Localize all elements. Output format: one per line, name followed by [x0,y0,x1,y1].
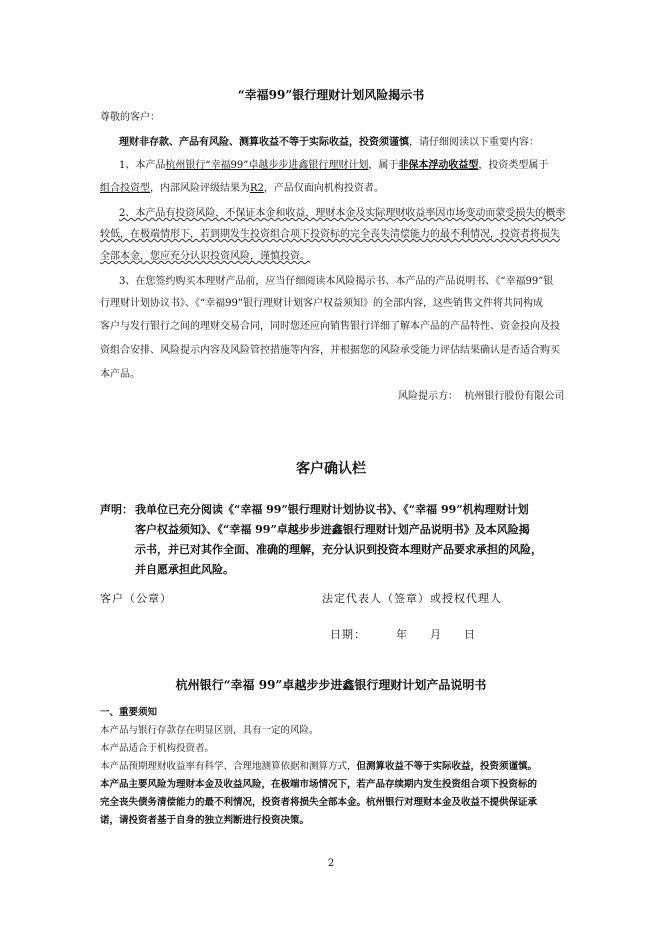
item3-line3: 客户与发行银行之间的理财交易合同，同时您还应向销售银行详细了解本产品的产品特性、资金投向及投 [100,321,560,332]
date-line [330,626,476,642]
date-year: 年 [396,628,408,641]
legal-rep-label: 法定代表人（签章）或授权代理人 [322,592,502,605]
intro-rest: ，请仔细阅读以下重要内容： [409,137,539,148]
item1-prefix: 1、本产品 [119,160,166,171]
item2-line2: 较低，在极端情形下，若到期发生投资组合项下投资标的完全丧失清偿能力的最不利情况，投资者将损失 [100,229,560,240]
product-bold-line2: 完全丧失债务清偿能力的最不利情况，投资者将损失全部本金。杭州银行对理财本金及收益不提供保证承 [100,797,538,808]
issuer-label: 风险提示方： [398,391,458,402]
page-number: 2 [327,858,335,869]
item3-line5: 本产品。 [100,369,140,380]
issuer-name: 杭州银行股份有限公司 [464,391,565,402]
issuer-line [398,390,564,404]
section1-heading: 一、重要须知 [100,707,158,718]
item1-mid: ，属于 [368,160,399,171]
disclosure-title: “幸福99”银行理财计划风险揭示书 [237,88,425,102]
item3-line2: 行理财计划协议书》、《“幸福99”银行理财计划客户权益须知》的全部内容，这些销售文件将共同构成 [100,298,543,309]
date-day: 日 [464,628,476,641]
product-line3 [100,760,537,774]
product-bold-line1: 本产品主要风险为理财本金及收益风险，在极端市场情况下，若产品存续期内发生投资组合项下投资标的 [100,779,538,790]
item1-product-type: 非保本浮动收益型 [398,160,479,171]
customer-seal-label: 客户（公章） [100,592,172,605]
item3-line1: 3、在您签约购买本理财产品前，应当仔细阅读本风险揭示书、本产品的产品说明书、《“幸福99”银 [119,276,554,287]
confirmation-title: 客户确认栏 [296,461,366,477]
product-line3-normal: 本产品预期理财收益率有科学、合理地测算依据和测算方式， [100,761,357,772]
item1-end: ，产品仅面向机构投资者。 [263,183,384,194]
item1-invest-type: 组合投资型 [100,183,150,194]
product-line2: 本产品适合于机构投资者。 [100,743,215,754]
product-line3-bold: 但测算收益不等于实际收益，投资须谨慎。 [356,761,538,772]
item2-line1: 2、本产品有投资风险，不保证本金和收益，理财本金及实际理财收益率因市场变动而蒙受损失的概率 [119,208,566,219]
item2-line3: 全部本金，您应充分认识投资风险，谨慎投资。 [100,251,310,262]
date-month: 月 [430,628,442,641]
item1-line1 [119,159,548,173]
salutation: 尊敬的客户： [100,112,160,123]
declaration-line4: 并自愿承担此风险。 [135,563,234,576]
declaration-label: 声明： [100,503,133,516]
declaration-line2: 客户权益须知》、《“幸福 99”卓越步步进鑫银行理财计划产品说明书》及本风险揭 [135,523,530,536]
date-label: 日期： [330,628,366,641]
item1-mid3: ，内部风险评级结果为 [150,183,250,194]
product-line1: 本产品与银行存款存在明显区别，具有一定的风险。 [100,725,319,736]
item1-rating: R2 [250,183,264,194]
intro-bold: 理财非存款、产品有风险、测算收益不等于实际收益，投资须谨慎 [119,137,409,148]
item1-line2 [100,182,384,196]
declaration-line1: 我单位已充分阅读《“幸福 99”银行理财计划协议书》、《“幸福 99”机构理财计划 [135,503,529,516]
item1-mid2: ，投资类型属于 [478,160,549,171]
product-bold-line3: 诺，请投资者基于自身的独立判断进行投资决策。 [100,815,310,826]
item3-line4: 资组合安排、风险提示内容及风险管控措施等内容，并根据您的风险承受能力评估结果确认是否适合购买 [100,345,560,356]
intro-paragraph [119,136,539,150]
product-title: 杭州银行“幸福 99”卓越步步进鑫银行理财计划产品说明书 [175,678,487,692]
declaration-line3: 示书，并已对其作全面、准确的理解，充分认识到投资本理财产品要求承担的风险， [135,543,542,556]
item1-product-name: 杭州银行“幸福99”卓越步步进鑫银行理财计划 [165,160,369,171]
